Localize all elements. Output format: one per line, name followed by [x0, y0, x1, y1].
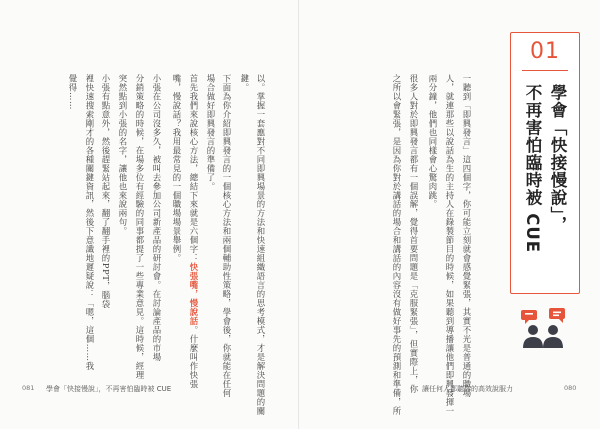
left-page-number: 081	[22, 384, 35, 392]
left-column	[239, 74, 250, 92]
text-segment: 場合做好即興發言的準備了。	[206, 74, 216, 191]
people-speech-bubbles-icon	[519, 308, 567, 348]
text-segment: 下面為你介紹即興發言的一個核心方法和兩個輔助性策略，學會後，你就能在任何	[222, 74, 232, 398]
text-segment: 兩分鐘，他們也同樣會心驚肉跳。	[428, 74, 438, 209]
left-column	[205, 74, 216, 191]
chapter-header-box	[510, 32, 580, 294]
left-column	[84, 74, 95, 371]
right-column	[408, 74, 419, 393]
chapter-divider	[522, 70, 568, 71]
text-segment: 覺得……	[68, 74, 78, 110]
highlighted-phrase: 快張嘴，慢說話	[189, 262, 199, 326]
text-segment: 小張有點意外，然後趕緊站起來，翻了翻手裡的PPT，腦袋	[101, 74, 111, 309]
text-segment: 鍵。	[240, 74, 250, 92]
right-column	[427, 74, 438, 209]
left-column	[134, 74, 145, 380]
left-column	[221, 74, 232, 398]
text-segment: 以。掌握一套應對不同即興場景的方法和快速組織語言的思考模式，才是解決問題的關	[256, 74, 266, 416]
right-column	[391, 74, 402, 416]
text-segment: 人，就連那些以說話為生的主持人在錄製節目的時候，如果聽到導播讓他們即興發揮一	[445, 74, 455, 416]
left-column	[151, 74, 162, 362]
text-segment: 之所以會緊張，是因為你對於講話的場合和講話的內容沒有做好事先的預測和準備，所	[392, 74, 402, 416]
left-column	[188, 74, 199, 389]
text-segment: 分銷策略的時候，在場多位有經驗的同事都提了一些專業意見。這時候，經理	[135, 74, 145, 380]
chapter-title-line-1: 學會「快接慢說」，	[548, 84, 567, 234]
chapter-number: 01	[530, 39, 560, 64]
left-column	[67, 74, 78, 110]
right-page-number: 080	[564, 384, 577, 392]
text-segment: 嘴，慢說話？我用最常見的一個職場場景舉例。	[172, 74, 182, 263]
right-running-head: 讓任何人都聽你的高效說服力	[422, 385, 513, 393]
left-running-head: 學會「快接慢說」，不再害怕臨時被 CUE	[46, 385, 172, 393]
text-segment: 裡快速搜索剛才的各種關鍵資訊，然後下意識地遲疑說：「嗯，這個……我	[85, 74, 95, 371]
left-column	[171, 74, 182, 263]
right-column	[461, 74, 472, 398]
text-segment: 一聽到「即興發言」這四個字，你可能立刻就會感覺緊張，其實不光是普通的職場	[462, 74, 472, 398]
left-column	[117, 74, 128, 236]
left-column	[100, 74, 111, 308]
text-segment: 突然點到小張的名字，讓他也來說兩句。	[118, 74, 128, 236]
text-segment: 。什麼叫作快張	[189, 325, 199, 389]
chapter-title-line-2: 不再害怕臨時被 CUE	[523, 84, 542, 254]
text-segment: 很多人對於即興發言都有一個誤解，覺得首要問題是「克服緊張」，但實際上，你	[409, 74, 419, 394]
text-segment: 首先我們來說核心方法，總結下來就是六個字：	[189, 74, 199, 263]
left-column	[255, 74, 266, 416]
right-column	[444, 74, 455, 416]
text-segment: 小張在公司沒多久，被叫去參加公司新產品的研討會。在討論產品的市場	[152, 74, 162, 362]
